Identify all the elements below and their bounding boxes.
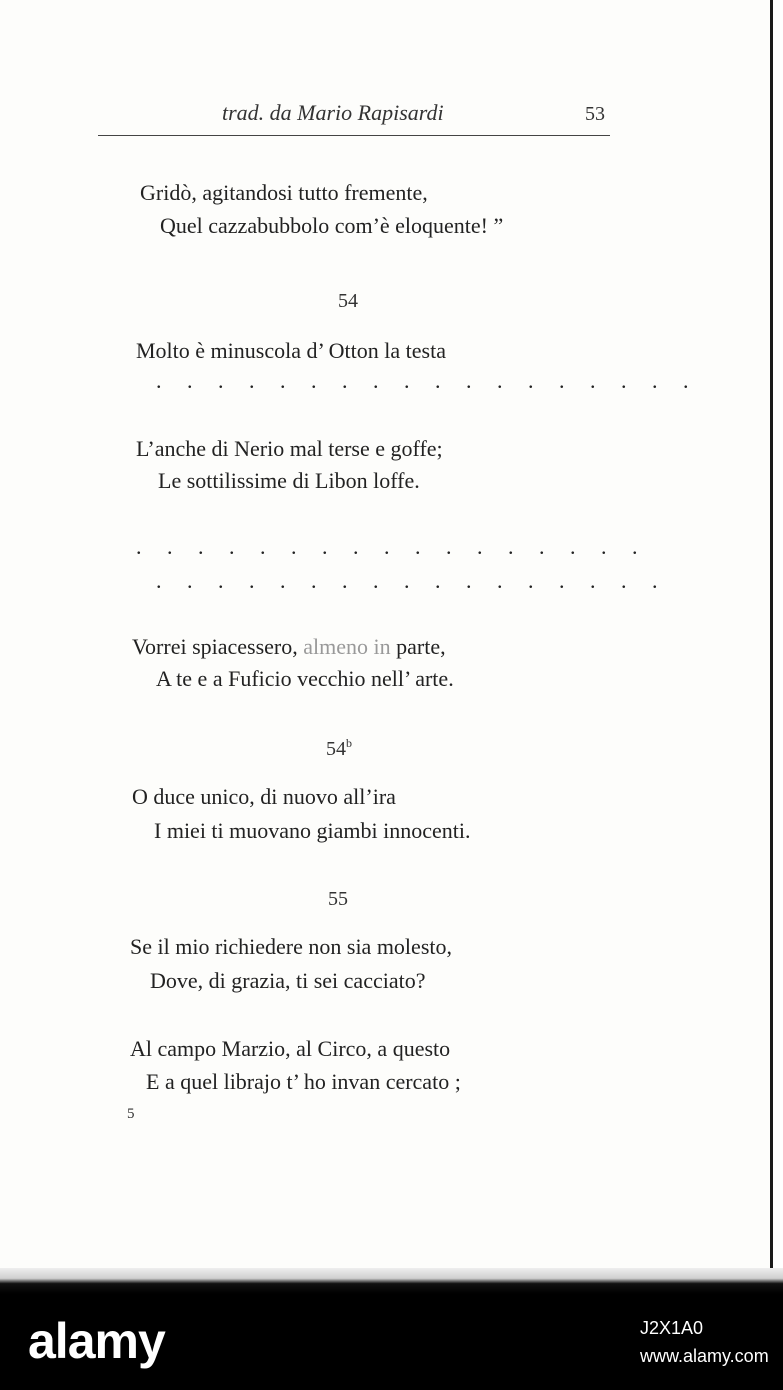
section-number: 55 (328, 888, 348, 910)
header-rule (98, 135, 610, 136)
verse-fragment-faded: almeno in (303, 634, 391, 659)
verse-line: Molto è minuscola d’ Otton la testa (136, 338, 446, 363)
verse-line (132, 634, 446, 660)
verse-line: A te e a Fuficio vecchio nell’ arte. (156, 666, 454, 691)
ellipsis-line: . . . . . . . . . . . . . . . . . (136, 534, 648, 559)
page-number: 53 (585, 103, 605, 125)
signature-mark: 5 (127, 1106, 135, 1122)
verse-fragment: Vorrei spiacessero, (132, 634, 304, 659)
footer-url: www.alamy.com (640, 1346, 769, 1366)
section-number-sup: b (346, 736, 352, 750)
verse-line: Quel cazzabubbolo com’è eloquente! ” (160, 213, 504, 238)
verse-line: Dove, di grazia, ti sei cacciato? (150, 968, 426, 993)
ellipsis-line: . . . . . . . . . . . . . . . . . (156, 568, 668, 593)
page-bottom-edge (0, 1268, 783, 1294)
verse-line: L’anche di Nerio mal terse e goffe; (136, 436, 443, 461)
verse-line: Se il mio richiedere non sia molesto, (130, 934, 452, 959)
image-id: J2X1A0 (640, 1318, 704, 1338)
section-number-main: 54 (326, 738, 346, 760)
section-number: 54 (338, 290, 358, 312)
watermark-banner (0, 1294, 783, 1390)
section-number (326, 736, 352, 761)
verse-line: E a quel librajo t’ ho invan cercato ; (146, 1069, 461, 1094)
verse-line: O duce unico, di nuovo all’ira (132, 784, 396, 809)
alamy-logo: alamy (28, 1313, 165, 1369)
verse-line: Gridò, agitandosi tutto fremente, (140, 180, 428, 205)
verse-line: Le sottilissime di Libon loffe. (158, 468, 420, 493)
running-title: trad. da Mario Rapisardi (222, 100, 444, 125)
verse-fragment: parte, (390, 634, 446, 659)
verse-line: I miei ti muovano giambi innocenti. (154, 818, 471, 843)
verse-line: Al campo Marzio, al Circo, a questo (130, 1036, 451, 1061)
ellipsis-line: . . . . . . . . . . . . . . . . . . (156, 368, 699, 393)
